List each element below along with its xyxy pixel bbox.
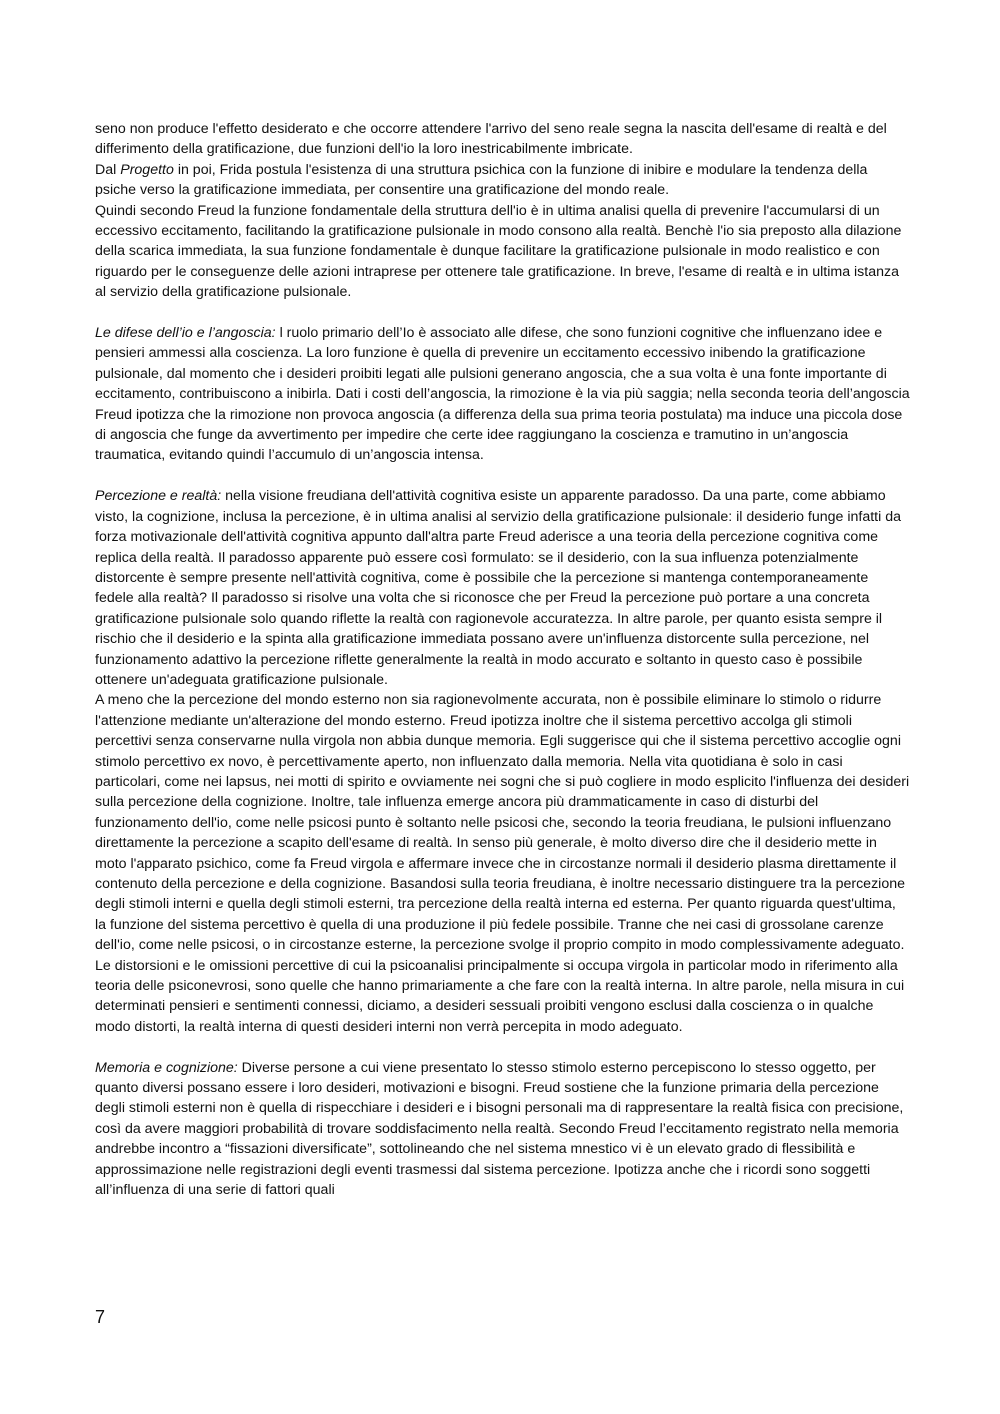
paragraph-prefix: Dal (95, 161, 121, 178)
paragraph-memory-cognition (95, 1058, 910, 1201)
paragraph-progetto (95, 160, 910, 201)
paragraph-text: l ruolo primario dell’Io è associato alle difese, che sono funzioni cognitive che influenzano idee e pensieri ammessi alla coscienza. La loro funzione è quella di prevenire un eccitamento eccessivo inibendo la gratificazione pulsionale, dal momento che i desideri proibiti legati alle pulsioni generano angoscia, che a sua volta è una fonte importante di eccitamento, contribuiscono a inibirla. Dati i costi dell’angoscia, la rimozione è la via più saggia; nella seconda teoria dell’angoscia Freud ipotizza che la rimozione non provoca angoscia (a differenza della sua prima teoria postulata) ma induce una piccola dose di angoscia che funge da avvertimento per impedire che certe idee raggiungano la coscienza e tramutino in un’angoscia traumatica, evitando quindi l’accumulo di un’angoscia intensa. (95, 325, 910, 464)
paragraph-perception-continued (95, 690, 910, 1037)
paragraph-reality-testing (95, 119, 910, 160)
paragraph-text: in poi, Frida postula l'esistenza di una struttura psichica con la funzione di inibire e modulare la tendenza della psiche verso la gratificazione immediata, per consentire una gratificazione del mondo reale. (95, 161, 868, 199)
section-lead-heading: Memoria e cognizione: (95, 1059, 238, 1076)
paragraph-text: Diverse persone a cui viene presentato lo stesso stimolo esterno percepiscono lo stesso oggetto, per quanto diversi possano essere i loro desideri, motivazioni e bisogni. Freud sostiene che la funzione primaria della percezione degli stimoli esterni non è quella di rispecchiare i desideri e i bisogni personali ma di rappresentare la realtà fisica con precisione, così da avere maggiori probabilità di trovare soddisfacimento nella realtà. Secondo Freud l’eccitamento registrato nella memoria andrebbe incontro a “fissazioni diversificate”, sottolineando che nel sistema mnestico vi è un elevato grado di flessibilità e approssimazione nelle registrazioni degli eventi trasmessi dal sistema percezione. Ipotizza anche che i ricordi sono soggetti all’influenza di una serie di fattori quali (95, 1059, 904, 1199)
page-number: 7 (95, 1307, 106, 1327)
paragraph-defenses-anxiety (95, 323, 910, 466)
section-lead-heading: Percezione e realtà: (95, 488, 222, 505)
paragraph-text: A meno che la percezione del mondo esterno non sia ragionevolmente accurata, non è possibile eliminare lo stimolo o ridurre l'attenzione mediante un'alterazione del mondo esterno. Freud ipotizza inoltre che il sistema percettivo accolga gli stimoli percettivi senza conservarne nulla virgola non abbia dunque memoria. Egli suggerisce qui che il sistema percettivo accoglie ogni stimolo percettivo ex novo, è percettivamente aperto, non influenzato dalla memoria. Nella vita quotidiana è solo in casi particolari, come nei lapsus, nei motti di spirito e ovviamente nei sogni che si può cogliere in modo esplicito l'influenza dei desideri sulla percezione della cognizione. Inoltre, tale influenza emerge ancora più drammaticamente in caso di disturbi del funzionamento dell'io, come nelle psicosi punto è soltanto nelle psicosi che, secondo la teoria freudiana, le pulsioni influenzano direttamente la percezione a scapito dell'esame di realtà. In senso più generale, è molto diverso dire che il desiderio mette in moto l'apparato psichico, come fa Freud virgola e affermare invece che in circostanze normali il desiderio plasma direttamente il contenuto della percezione e della cognizione. Basandosi sulla teoria freudiana, è inoltre necessario distinguere tra la percezione degli stimoli interni e quella degli stimoli esterni, tra percezione della realtà interna ed esterna. Per quanto riguarda quest'ultima, la funzione del sistema percettivo è quella di una produzione il più fedele possibile. Tranne che nei casi di grossolane carenze dell'io, come nelle psicosi, o in circostanze esterne, la percezione svolge il proprio compito in modo complessivamente adeguato. Le distorsioni e le omissioni percettive di cui la psicoanalisi principalmente si occupa virgola in particolar modo in riferimento alla teoria delle psiconevrosi, sono quelle che hanno primariamente a che fare con la realtà interna. In altre parole, nella misura in cui determinati pensieri e sentimenti connessi, diciamo, a desideri sessuali proibiti vengono esclusi dalla coscienza o in qualche modo distorti, la realtà interna di questi desideri interni non verrà percepita in modo adeguato. (95, 692, 910, 1035)
document-body (95, 119, 910, 1200)
paragraph-perception-reality (95, 486, 910, 690)
paragraph-text: Quindi secondo Freud la funzione fondamentale della struttura dell'io è in ultima analisi quella di prevenire l'accumularsi di un eccessivo eccitamento, facilitando la gratificazione pulsionale in modo consono alla realtà. Benchè l'io sia preposto alla dilazione della scarica immediata, la sua funzione fondamentale è dunque facilitare la gratificazione pulsionale in modo realistico e con riguardo per le conseguenze delle azioni intraprese per ottenere tale gratificazione. In breve, l'esame di realtà e in ultima istanza al servizio della gratificazione pulsionale. (95, 202, 902, 301)
paragraph-text: nella visione freudiana dell'attività cognitiva esiste un apparente paradosso. Da una parte, come abbiamo visto, la cognizione, inclusa la percezione, è in ultima analisi al servizio della gratificazione pulsionale: il desiderio funge infatti da forza motivazionale dell'attività cognitiva appunto dall'altra parte Freud aderisce a una teoria della percezione cognitiva come replica della realtà. Il paradosso apparente può essere così formulato: se il desiderio, con la sua influenza potenzialmente distorcente è sempre presente nell'attività cognitiva, come è possibile che la percezione si mantenga contemporaneamente fedele alla realtà? Il paradosso si risolve una volta che si riconosce che per Freud la percezione può portare a una concreta gratificazione pulsionale solo quando riflette la realtà con ragionevole accuratezza. In altre parole, per quanto esista sempre il rischio che il desiderio e la spinta alla gratificazione immediata possano avere un'influenza distorcente sulla percezione, nel funzionamento adattivo la percezione riflette generalmente la realtà in modo accurato e soltanto in questo caso è possibile ottenere un'adeguata gratificazione pulsionale. (95, 488, 901, 688)
emphasized-term: Progetto (120, 161, 174, 178)
section-lead-heading: Le difese dell’io e l’angoscia: (95, 325, 276, 342)
paragraph-text: seno non produce l'effetto desiderato e che occorre attendere l'arrivo del seno reale segna la nascita dell'esame di realtà e del differimento della gratificazione, due funzioni dell'io la loro inestricabilmente imbricate. (95, 121, 887, 158)
paragraph-ego-function (95, 201, 910, 303)
